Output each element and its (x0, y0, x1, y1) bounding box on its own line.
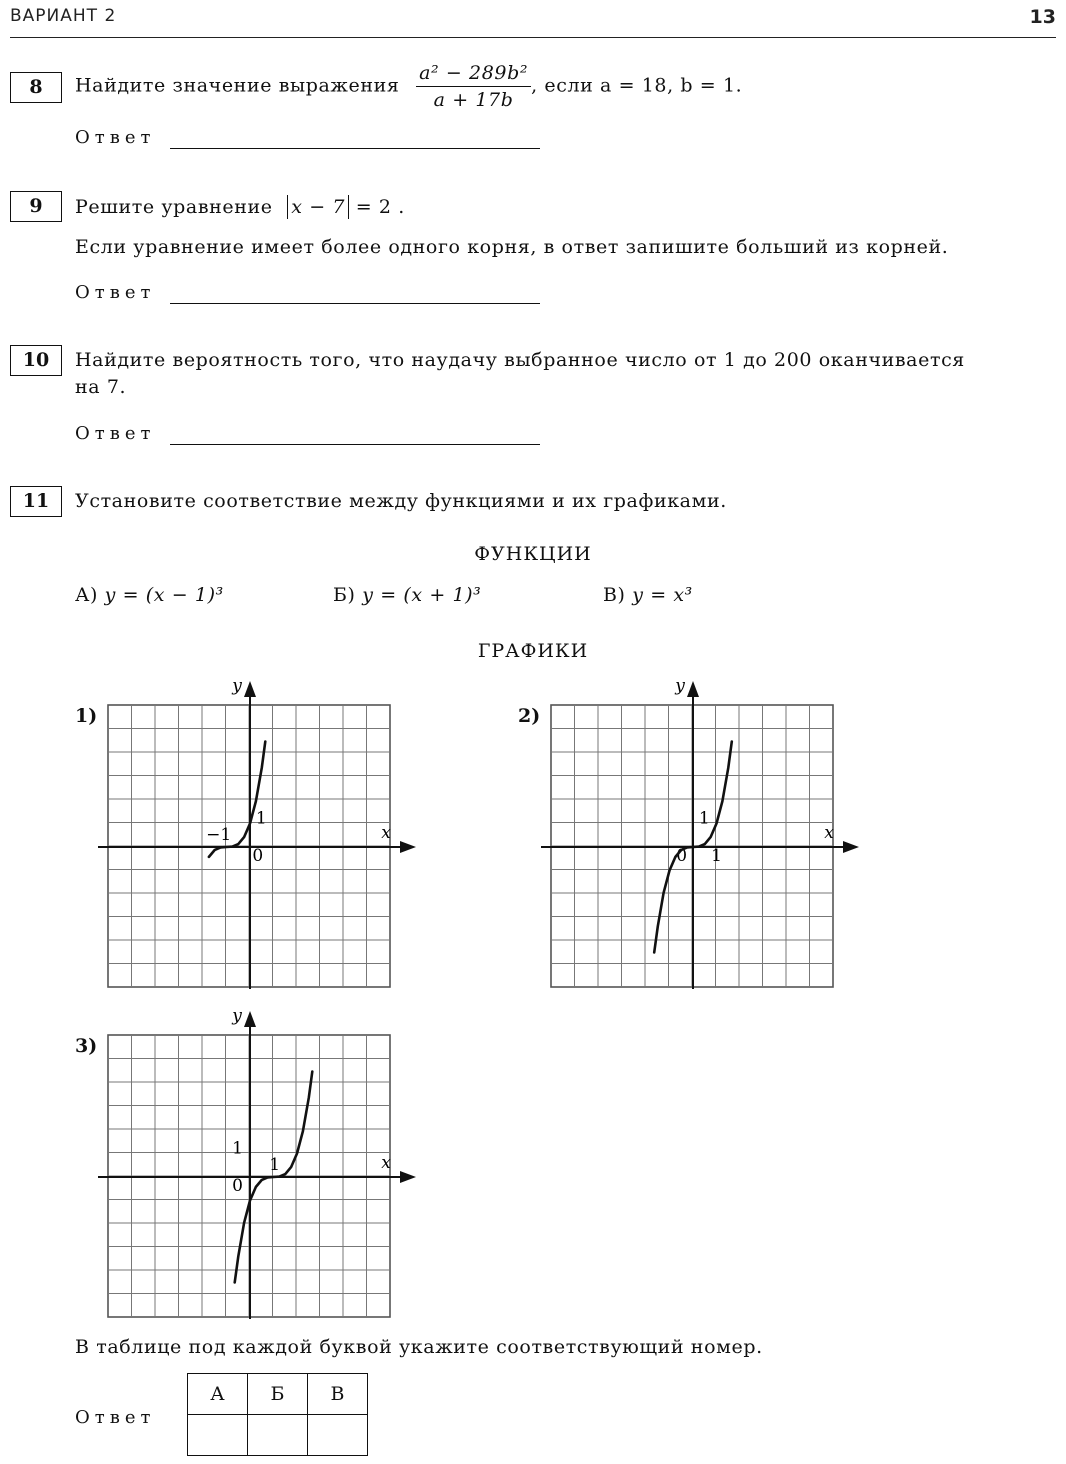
tick-label: 0 (232, 1176, 243, 1197)
function-a-letter: А) (75, 584, 99, 606)
function-c (603, 584, 693, 606)
tick-label: −1 (206, 825, 232, 846)
task-8-numerator: a² − 289b² (416, 60, 531, 87)
task-11-answer-label: Ответ (75, 1407, 156, 1428)
answer-header-a: А (188, 1374, 248, 1415)
task-9-abs-expr: x − 7 (287, 195, 349, 219)
task-10-answer-label: Ответ (75, 423, 156, 444)
function-c-letter: В) (603, 584, 626, 606)
task-9-number: 9 (10, 191, 62, 222)
answer-cell-b[interactable] (248, 1415, 308, 1456)
graph-1 (95, 672, 425, 1002)
x-axis-label: x (381, 1153, 391, 1173)
task-8-answer-label: Ответ (75, 127, 156, 148)
task-8-prompt: Найдите значение выражения (75, 74, 400, 97)
y-axis-arrow (244, 1011, 256, 1027)
task-10-line-1: Найдите вероятность того, что наудачу выбранное число от 1 до 200 оканчивается (75, 349, 965, 371)
tick-label: 0 (676, 846, 688, 867)
header-divider (10, 37, 1056, 38)
x-axis-label: x (381, 823, 391, 843)
answer-cell-c[interactable] (308, 1415, 368, 1456)
function-a-formula: y = (x − 1)³ (104, 584, 224, 606)
answer-header-b: Б (248, 1374, 308, 1415)
tick-label: 0 (252, 846, 264, 867)
tick-label: 1 (698, 808, 710, 829)
function-c-formula: y = x³ (632, 584, 693, 606)
function-b (333, 584, 481, 606)
graph-2-label: 2) (518, 705, 541, 727)
functions-title: ФУНКЦИИ (474, 543, 592, 565)
variant-label: ВАРИАНТ 2 (10, 6, 117, 26)
x-axis-arrow (843, 841, 859, 853)
task-8-condition: , если a = 18, b = 1. (531, 74, 743, 97)
graphs-title: ГРАФИКИ (477, 640, 589, 662)
answer-table (187, 1373, 368, 1456)
tick-label: 1 (711, 846, 722, 867)
graph-2 (538, 672, 868, 1002)
answer-header-c: В (308, 1374, 368, 1415)
task-9-answer-label: Ответ (75, 282, 156, 303)
y-axis-label: y (232, 1006, 242, 1026)
x-axis-label: x (824, 823, 834, 843)
task-9-prompt: Решите уравнение (75, 196, 273, 218)
task-11-text: Установите соответствие между функциями и их графиками. (75, 490, 727, 512)
function-a (75, 584, 224, 606)
tick-label: 1 (232, 1138, 243, 1159)
table-instruction: В таблице под каждой буквой укажите соответствующий номер. (75, 1336, 763, 1358)
graph-3 (95, 1002, 425, 1332)
task-8-number: 8 (10, 72, 62, 103)
task-10-answer-field[interactable] (170, 444, 540, 445)
function-b-formula: y = (x + 1)³ (362, 584, 482, 606)
task-9-text (75, 195, 405, 219)
x-axis-arrow (400, 841, 416, 853)
task-9-answer-field[interactable] (170, 303, 540, 304)
page-number: 13 (1029, 6, 1056, 28)
answer-cell-a[interactable] (188, 1415, 248, 1456)
y-axis-arrow (244, 681, 256, 697)
graph-3-label: 3) (75, 1035, 98, 1057)
task-8-text (75, 60, 742, 113)
tick-label: 1 (269, 1155, 281, 1176)
y-axis-label: y (675, 676, 685, 696)
tick-label: 1 (255, 808, 267, 829)
function-b-letter: Б) (333, 584, 356, 606)
task-11-number: 11 (10, 486, 62, 517)
task-8-denominator: a + 17b (433, 89, 514, 111)
task-10-number: 10 (10, 345, 62, 376)
y-axis-label: y (232, 676, 242, 696)
y-axis-arrow (687, 681, 699, 697)
task-8-fraction (416, 60, 531, 113)
task-8-answer-field[interactable] (170, 148, 540, 149)
graph-1-label: 1) (75, 705, 98, 727)
task-9-note: Если уравнение имеет более одного корня, в ответ запишите больший из корней. (75, 236, 949, 258)
task-10-line-2: на 7. (75, 376, 127, 398)
x-axis-arrow (400, 1171, 416, 1183)
task-9-rhs: = 2 . (349, 196, 405, 218)
